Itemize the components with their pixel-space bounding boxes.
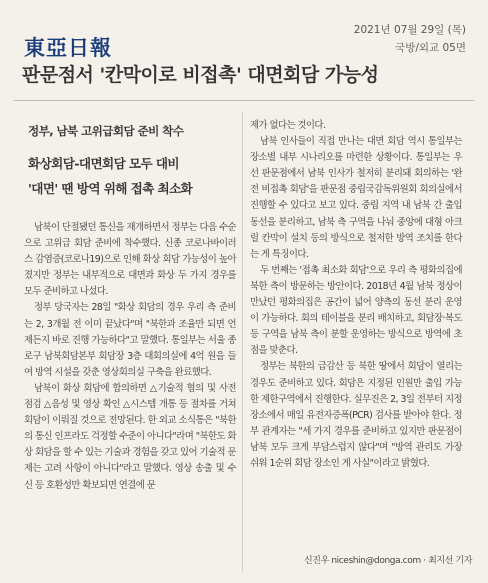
article-column-right xyxy=(250,118,462,472)
paragraph: 제가 없다는 것이다. xyxy=(250,120,326,131)
subhead-2: 화상회담-대면회담 모두 대비 xyxy=(28,156,179,171)
article-column-left xyxy=(24,220,236,494)
publication-date: 2021년 07월 29일 (목) xyxy=(353,24,466,36)
paragraph: 남북이 단절됐던 통신을 재개하면서 정부는 다음 수순으로 고위급 회담 준비에 착수했다. 신종 코로나바이러스 감염증(코로나19)으로 인해 화상 회담 가능성이 높아졌지만 정부는 내부적으로 대면과 화상 두 가지 경우를 모두 준비하고 나섰다. xyxy=(24,222,236,298)
paragraph: 정부 당국자는 28일 "화상 회담의 경우 우리 측 준비는 2, 3개월 전 이미 끝났다"며 "북한과 조율만 되면 언제든지 바로 진행 가능하다"고 말했다. 통일부는 서울 종로구 남북회담본부 회담장 3층 대회의실에 4억 원을 들여 방역 시설을 갖춘 영상회의실 구축을 완료했다. xyxy=(24,302,236,378)
masthead xyxy=(14,18,476,58)
subhead-3: '대면' 땐 방역 위해 접촉 최소화 xyxy=(28,181,193,196)
section-page: 국방/외교 05면 xyxy=(395,42,466,54)
paragraph: 남북 인사들이 직접 만나는 대면 회담 역시 통일부는 장소별 내부 시나리오를 마련한 상황이다. 통일부는 우선 판문점에서 남북 인사가 철저히 분리돼 회의하는 '완전 비접촉 회담'을 판문점 중립국감독위원회 회의실에서 진행할 수 있다고 보고 있다. 중립 지역 내 남북 간 출입 동선을 분리하고, 남북 측 구역을 나눠 중앙에 대형 아크릴 칸막이 설치 등의 방식으로 철저한 방역 조치를 한다는 게 특징이다. xyxy=(250,136,462,260)
newspaper-logo: 東亞日報 xyxy=(24,35,112,60)
paragraph: 남북이 화상 회담에 합의하면 △기술적 협의 및 사전점검 △음성 및 영상 확인 △시스템 개통 등 절차를 거쳐 회담이 이뤄질 것으로 전망된다. 한 외교 소식통은 "북한의 통신 인프라도 걱정할 수준이 아니다"라며 "북한도 화상 회담을 할 수 있는 기술과 경험을 갖고 있어 기술적 문제는 고려 사항이 아니다"라고 말했다. 영상 송출 및 수신 등 호환성만 확보되면 연결에 문 xyxy=(24,382,236,491)
headline-divider xyxy=(14,100,474,101)
reporter-byline: 신진우 niceshin@donga.com · 최지선 기자 xyxy=(304,556,472,566)
column-divider xyxy=(242,112,243,572)
paragraph: 두 번째는 '접촉 최소화 회담'으로 우리 측 평화의집에 북한 측이 방문하는 방안이다. 2018년 4월 남북 정상이 만났던 평화의집은 공간이 넓어 양측의 동선 분리 운영이 가능하다. 회의 테이블을 분리 배치하고, 회담장·복도 등 구역을 남북 측이 분할 운영하는 방식으로 방역에 초점을 맞춘다. xyxy=(250,264,462,357)
paragraph: 정부는 북한의 급감산 등 북한 땅에서 회담이 열리는 경우도 준비하고 있다. 회담은 지정된 인원만 출입 가능한 제한구역에서 진행한다. 실무진은 2, 3일 전부터 지정 장소에서 매일 유전자증폭(PCR) 검사를 받아야 한다. 정부 관계자는 "세 가지 경우를 준비하고 있지만 판문점이 남북 모두 크게 부담스럽지 않다"며 "방역 관리도 가장 쉬워 1순위 회담 장소인 게 사실"이라고 밝혔다. xyxy=(250,361,462,469)
subhead-1: 정부, 남북 고위급회담 준비 착수 xyxy=(28,124,184,138)
article-headline: 판문점서 '칸막이로 비접촉' 대면회담 가능성 xyxy=(22,64,379,86)
